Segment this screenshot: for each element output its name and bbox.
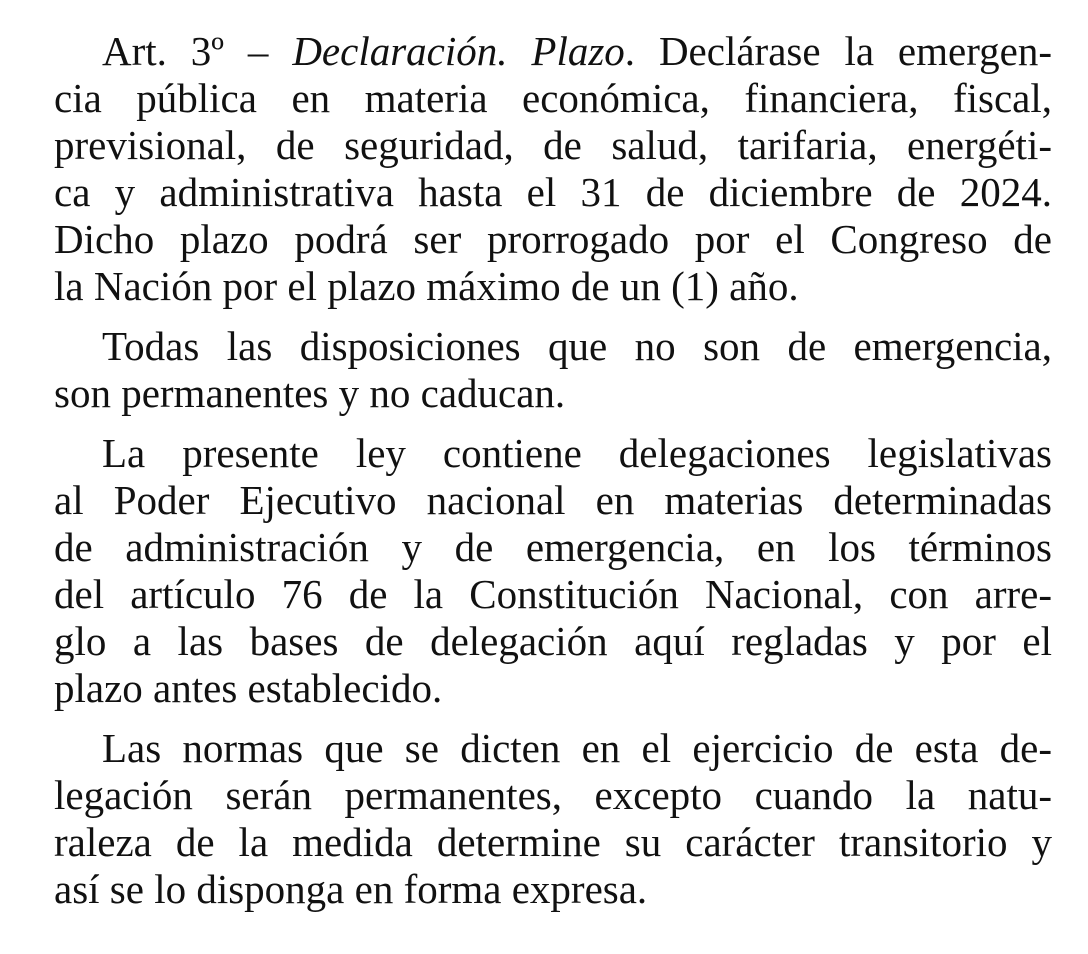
text-line: raleza de la medida determine su carácter transitorio y: [54, 819, 1052, 865]
text-line: del artículo 76 de la Constitución Nacional, con arre-: [54, 571, 1052, 617]
text-line: legación serán permanentes, excepto cuando la natu-: [54, 772, 1052, 818]
paragraph-permanent-provisions: [54, 323, 1052, 417]
text-line: ca y administrativa hasta el 31 de diciembre de 2024.: [54, 169, 1052, 215]
text-line: previsional, de seguridad, de salud, tarifaria, energéti-: [54, 122, 1052, 168]
paragraph-article-3: [54, 28, 1052, 310]
article-heading: Declaración. Plazo: [292, 28, 625, 74]
article-heading-period: .: [624, 28, 636, 74]
text-line: de administración y de emergencia, en los términos: [54, 524, 1052, 570]
text-line: cia pública en materia económica, financiera, fiscal,: [54, 75, 1052, 121]
text-line: plazo antes establecido.: [54, 665, 443, 711]
text-line: Todas las disposiciones que no son de emergencia,: [102, 323, 1052, 369]
paragraph-legislative-delegations: [54, 430, 1052, 712]
text-line: La presente ley contiene delegaciones legislativas: [102, 430, 1052, 476]
text-line: Dicho plazo podrá ser prorrogado por el Congreso de: [54, 216, 1052, 262]
text-line-segment: Declárase la emergen-: [635, 28, 1052, 74]
text-line: [54, 28, 1052, 75]
text-line: así se lo disponga en forma expresa.: [54, 866, 648, 912]
text-line: glo a las bases de delegación aquí regladas y por el: [54, 618, 1052, 664]
text-line: Las normas que se dicten en el ejercicio de esta de-: [102, 725, 1052, 771]
text-line: la Nación por el plazo máximo de un (1) año.: [54, 263, 799, 309]
paragraph-delegated-norms: [54, 725, 1052, 913]
text-line: al Poder Ejecutivo nacional en materias determinadas: [54, 477, 1052, 523]
article-lead: Art. 3º –: [102, 28, 293, 74]
text-line: son permanentes y no caducan.: [54, 370, 566, 416]
